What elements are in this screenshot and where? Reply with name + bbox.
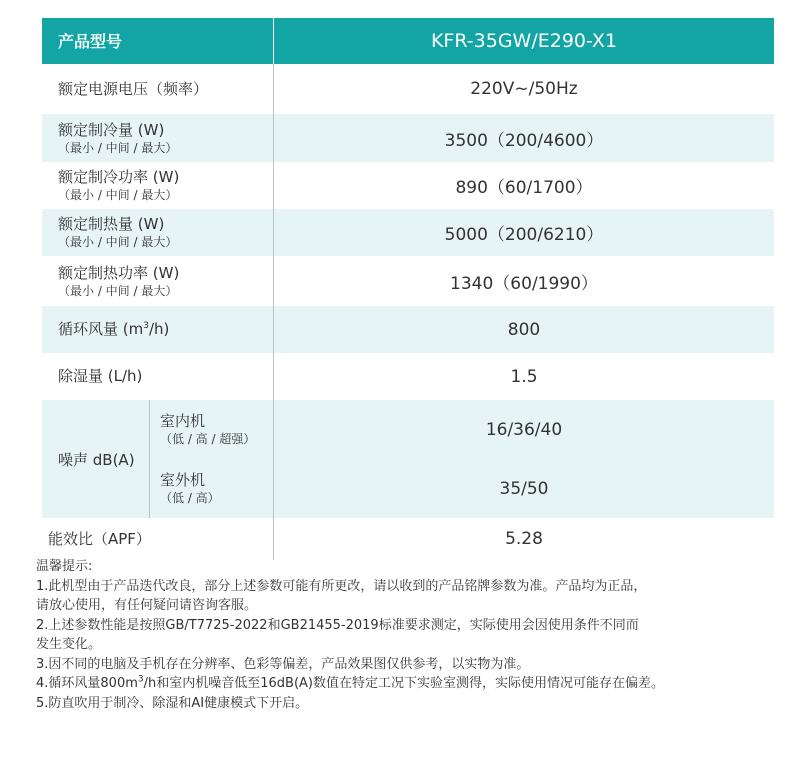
table-row (42, 518, 774, 560)
row-label-superscript: 3 (143, 321, 149, 331)
row-sublabel: （最小 / 中间 / 最大） (58, 188, 178, 202)
row-value: 890（60/1700） (455, 178, 593, 198)
row-label-text: 循环风量 (m (58, 320, 144, 338)
row-label-cell (42, 209, 274, 256)
table-row (42, 64, 774, 114)
header-label-cell (42, 18, 274, 64)
row-sublabel: （最小 / 中间 / 最大） (58, 235, 178, 249)
row-label: 额定电源电压（频率） (58, 79, 209, 98)
notes-title: 温馨提示: (36, 559, 93, 574)
row-label: 除湿量 (L/h) (58, 367, 143, 385)
noise-sublabels (150, 400, 274, 518)
note-4-text: 4.循环风量800m (36, 676, 138, 691)
row-label: 额定制热功率 (W) (58, 263, 180, 282)
table-row (42, 306, 774, 353)
table-header-row (42, 18, 774, 64)
noise-row (42, 400, 774, 518)
row-label (58, 320, 273, 339)
header-label: 产品型号 (58, 31, 123, 51)
table-row (42, 209, 774, 256)
row-value: 5000（200/6210） (444, 225, 604, 245)
note-2-line-2: 发生变化。 (36, 637, 102, 652)
row-value: 220V~/50Hz (470, 79, 578, 99)
row-label-cell (42, 114, 274, 162)
note-5: 5.防直吹用于制冷、除湿和AI健康模式下开启。 (36, 695, 309, 711)
table-row (42, 256, 774, 306)
row-value: 1340（60/1990） (450, 273, 598, 294)
note-4-superscript: 3 (137, 674, 144, 685)
noise-values (274, 400, 774, 518)
row-label-text-end: /h) (148, 320, 170, 338)
note-4-text-end: /h和室内机噪音低至16dB(A)数值在特定工况下实验室测得，实际使用情况可能存在偏差。 (143, 676, 664, 691)
outdoor-unit-label: 室外机 (160, 471, 206, 489)
indoor-unit-label: 室内机 (160, 412, 206, 430)
table-row (42, 114, 774, 162)
indoor-unit-sublabel: （低 / 高 / 超强） (160, 432, 256, 446)
row-label-cell (42, 256, 274, 306)
apf-value: 5.28 (505, 529, 543, 549)
outdoor-noise-value: 35/50 (499, 478, 549, 499)
indoor-unit-label-cell (150, 400, 273, 459)
row-sublabel: （最小 / 中间 / 最大） (58, 283, 178, 298)
row-sublabel: （最小 / 中间 / 最大） (58, 140, 178, 155)
model-number: KFR-35GW/E290-X1 (430, 30, 618, 52)
note-3: 3.因不同的电脑及手机存在分辨率、色彩等偏差，产品效果图仅供参考，以实物为准。 (36, 656, 530, 672)
row-label-cell (42, 64, 274, 114)
row-label-cell (42, 162, 274, 209)
apf-label: 能效比（APF） (48, 529, 151, 548)
table-row (42, 162, 774, 209)
notes-section (36, 557, 766, 713)
indoor-noise-value: 16/36/40 (485, 419, 563, 440)
row-value: 1.5 (510, 366, 538, 387)
row-label: 额定制热量 (W) (58, 215, 165, 233)
row-value: 3500（200/4600） (444, 130, 604, 151)
row-label-cell (42, 306, 274, 353)
table-row (42, 353, 774, 400)
outdoor-unit-label-cell (150, 459, 273, 518)
note-4 (36, 674, 766, 694)
row-value: 800 (507, 319, 541, 340)
row-label: 额定制冷量 (W) (58, 120, 165, 139)
outdoor-unit-sublabel: （低 / 高） (160, 491, 220, 505)
note-1-line-1: 1.此机型由于产品迭代改良，部分上述参数可能有所更改，请以收到的产品铭牌参数为准。产品均为正品， (36, 578, 647, 594)
note-2-line-1: 2.上述参数性能是按照GB/T7725-2022和GB21455-2019标准要求测定，实际使用会因使用条件不同而 (36, 617, 639, 633)
note-1-line-2: 请放心使用，有任何疑问请咨询客服。 (36, 598, 258, 613)
row-label-cell (42, 518, 274, 560)
row-label: 额定制冷功率 (W) (58, 168, 180, 186)
noise-label: 噪声 dB(A) (42, 400, 150, 518)
row-label-cell (42, 353, 274, 400)
